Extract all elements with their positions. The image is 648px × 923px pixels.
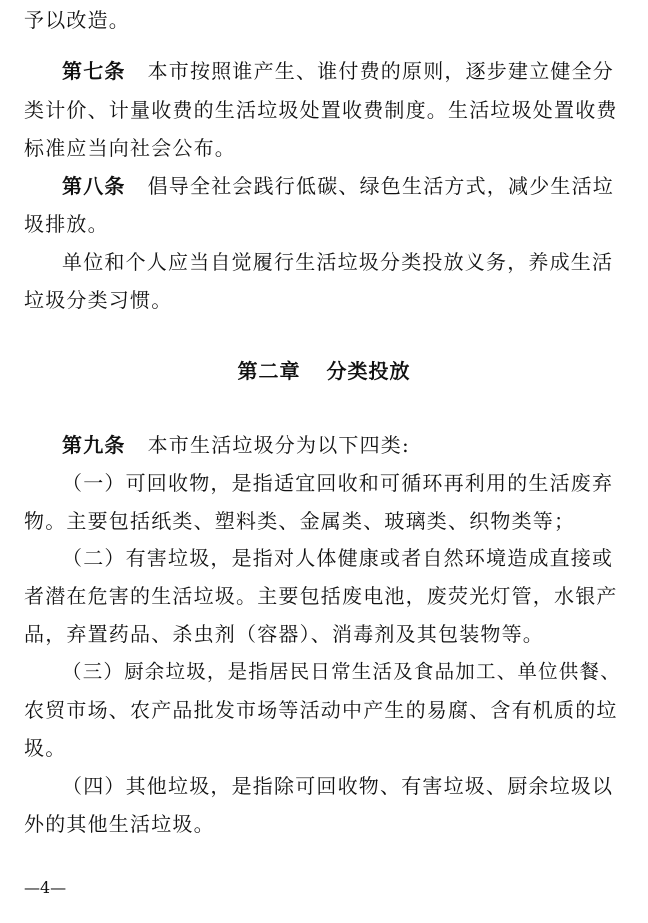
text-line: 外的其他生活垃圾。 [24, 812, 215, 836]
text-line: 类计价、计量收费的生活垃圾处置收费制度。生活垃圾处置收费 [24, 98, 618, 122]
chapter-title: 分类投放 [326, 359, 411, 383]
page-number: —4— [24, 878, 67, 897]
text-line: 圾排放。 [24, 212, 109, 236]
article-7-paragraph [62, 57, 624, 85]
article-7-label: 第七条 [62, 59, 126, 83]
text-line: 本市按照谁产生、谁付费的原则，逐步建立健全分 [147, 59, 615, 83]
list-item-2: （二）有害垃圾，是指对人体健康或者自然环境造成直接或 [62, 546, 614, 570]
text-line: 倡导全社会践行低碳、绿色生活方式，减少生活垃 [147, 174, 615, 198]
article-8-paragraph [62, 172, 624, 200]
list-item-3: （三）厨余垃圾，是指居民日常生活及食品加工、单位供餐、 [62, 660, 621, 683]
chapter-heading [0, 357, 648, 385]
text-line: 品，弃置药品、杀虫剂（容器）、消毒剂及其包装物等。 [24, 622, 544, 646]
text-line: 标准应当向社会公布。 [24, 136, 236, 160]
article-9-label: 第九条 [62, 433, 126, 457]
chapter-number: 第二章 [237, 359, 301, 383]
text-line: 农贸市场、农产品批发市场等活动中产生的易腐、含有机质的垃 [24, 698, 618, 722]
list-item-1: （一）可回收物，是指适宜回收和可循环再利用的生活废弃 [62, 471, 614, 495]
text-line: 物。主要包括纸类、塑料类、金属类、玻璃类、织物类等； [24, 509, 576, 533]
text-line: 本市生活垃圾分为以下四类: [147, 433, 410, 457]
article-8-label: 第八条 [62, 174, 126, 198]
text-line: 者潜在危害的生活垃圾。主要包括废电池，废荧光灯管，水银产 [24, 584, 618, 608]
text-line: 垃圾分类习惯。 [24, 288, 173, 312]
text-line: 单位和个人应当自觉履行生活垃圾分类投放义务，养成生活 [62, 250, 614, 274]
text-line: 予以改造。 [24, 8, 130, 32]
article-9-paragraph [62, 431, 624, 459]
list-item-4: （四）其他垃圾，是指除可回收物、有害垃圾、厨余垃圾以 [62, 774, 614, 798]
text-line: 圾。 [24, 736, 67, 760]
